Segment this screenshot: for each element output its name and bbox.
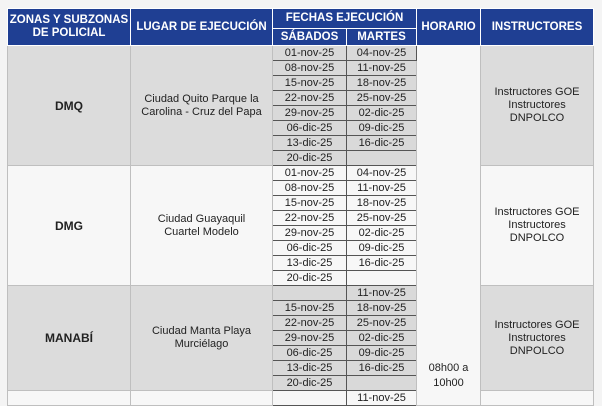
sabado-date-cell: 06-dic-25	[273, 121, 347, 136]
martes-date-cell: 09-dic-25	[347, 346, 417, 361]
header-fechas: FECHAS EJECUCIÓN	[273, 9, 417, 29]
martes-date-cell: 02-dic-25	[347, 106, 417, 121]
martes-date-cell: 25-nov-25	[347, 91, 417, 106]
martes-date-cell: 18-nov-25	[347, 76, 417, 91]
martes-date-cell: 25-nov-25	[347, 211, 417, 226]
zona-cell	[8, 391, 131, 406]
table-row	[8, 166, 594, 181]
martes-date-cell: 02-dic-25	[347, 226, 417, 241]
martes-date-cell: 16-dic-25	[347, 361, 417, 376]
sabado-date-cell: 01-nov-25	[273, 46, 347, 61]
instructores-cell: Instructores GOE Instructores DNPOLCO	[481, 286, 594, 391]
martes-date-cell: 18-nov-25	[347, 196, 417, 211]
martes-date-cell	[347, 151, 417, 166]
sabado-date-cell: 20-dic-25	[273, 271, 347, 286]
lugar-cell: Ciudad Guayaquil Cuartel Modelo	[131, 166, 273, 286]
sabado-date-cell: 06-dic-25	[273, 346, 347, 361]
sabado-date-cell: 22-nov-25	[273, 211, 347, 226]
zona-cell: DMG	[8, 166, 131, 286]
header-horario: HORARIO	[417, 9, 481, 46]
sabado-date-cell: 08-nov-25	[273, 61, 347, 76]
martes-date-cell: 04-nov-25	[347, 166, 417, 181]
martes-date-cell: 09-dic-25	[347, 241, 417, 256]
sabado-date-cell: 22-nov-25	[273, 316, 347, 331]
sabado-date-cell: 08-nov-25	[273, 181, 347, 196]
martes-date-cell: 02-dic-25	[347, 331, 417, 346]
instructores-cell	[481, 391, 594, 406]
zona-cell: DMQ	[8, 46, 131, 166]
sabado-date-cell: 20-dic-25	[273, 376, 347, 391]
schedule-table	[7, 8, 594, 406]
sabado-date-cell	[273, 391, 347, 406]
martes-date-cell: 16-dic-25	[347, 256, 417, 271]
sabado-date-cell: 29-nov-25	[273, 331, 347, 346]
martes-date-cell: 11-nov-25	[347, 286, 417, 301]
instructores-cell: Instructores GOE Instructores DNPOLCO	[481, 46, 594, 166]
sabado-date-cell: 29-nov-25	[273, 106, 347, 121]
lugar-cell: Ciudad Quito Parque la Carolina - Cruz del Papa	[131, 46, 273, 166]
sabado-date-cell: 01-nov-25	[273, 166, 347, 181]
martes-date-cell: 16-dic-25	[347, 136, 417, 151]
lugar-cell: Ciudad Manta Playa Murciélago	[131, 286, 273, 391]
martes-date-cell: 04-nov-25	[347, 46, 417, 61]
sabado-date-cell: 13-dic-25	[273, 361, 347, 376]
martes-date-cell: 09-dic-25	[347, 121, 417, 136]
zona-cell: MANABÍ	[8, 286, 131, 391]
table-row	[8, 391, 594, 406]
sabado-date-cell: 22-nov-25	[273, 91, 347, 106]
martes-date-cell: 11-nov-25	[347, 61, 417, 76]
martes-date-cell: 25-nov-25	[347, 316, 417, 331]
martes-date-cell	[347, 271, 417, 286]
header-martes: MARTES	[347, 29, 417, 46]
header-zona: ZONAS Y SUBZONAS DE POLICIAL	[8, 9, 131, 46]
martes-date-cell: 18-nov-25	[347, 301, 417, 316]
martes-date-cell: 11-nov-25	[347, 181, 417, 196]
header-lugar: LUGAR DE EJECUCIÓN	[131, 9, 273, 46]
sabado-date-cell: 13-dic-25	[273, 256, 347, 271]
horario-cell	[417, 46, 481, 406]
sabado-date-cell: 13-dic-25	[273, 136, 347, 151]
lugar-cell	[131, 391, 273, 406]
horario-text: 08h00 a 10h00	[428, 362, 469, 389]
martes-date-cell	[347, 376, 417, 391]
sabado-date-cell: 15-nov-25	[273, 301, 347, 316]
header-instructores: INSTRUCTORES	[481, 9, 594, 46]
sabado-date-cell: 15-nov-25	[273, 76, 347, 91]
table-row	[8, 286, 594, 301]
sabado-date-cell: 15-nov-25	[273, 196, 347, 211]
schedule-table-container	[7, 8, 594, 406]
header-sabados: SÁBADOS	[273, 29, 347, 46]
sabado-date-cell: 06-dic-25	[273, 241, 347, 256]
sabado-date-cell: 29-nov-25	[273, 226, 347, 241]
table-row	[8, 46, 594, 61]
sabado-date-cell	[273, 286, 347, 301]
sabado-date-cell: 20-dic-25	[273, 151, 347, 166]
martes-date-cell: 11-nov-25	[347, 391, 417, 406]
instructores-cell: Instructores GOE Instructores DNPOLCO	[481, 166, 594, 286]
